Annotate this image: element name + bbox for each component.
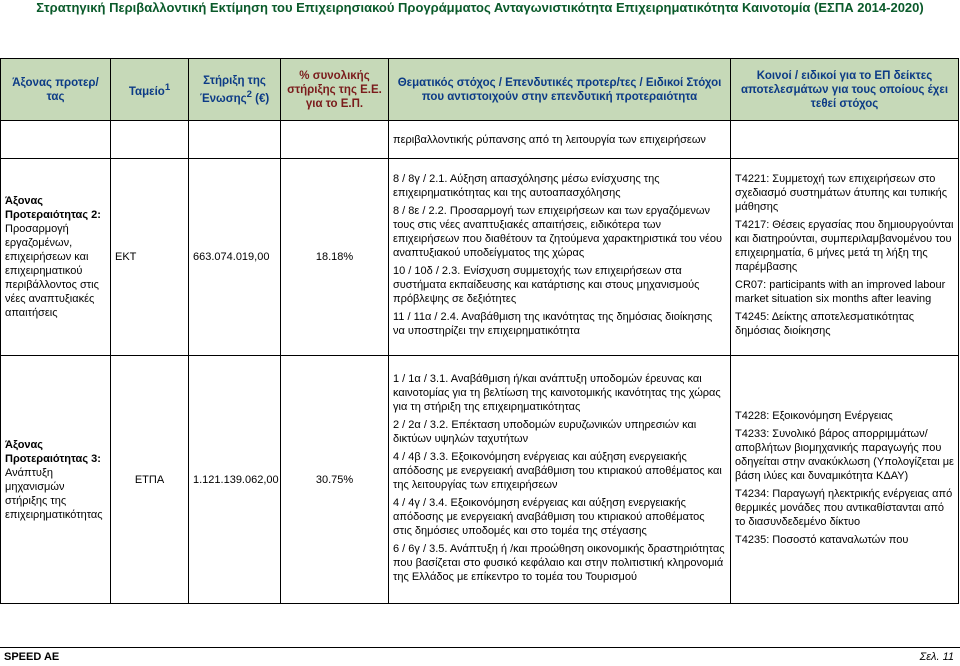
goal-item: 10 / 10δ / 2.3. Ενίσχυση συμμετοχής των επιχειρήσεων στα συστήματα εκπαίδευσης και κατάρτισης και στους μηχανισμούς πρόβλεψης σε δεξιότητες	[393, 265, 700, 305]
priority-axes-table	[0, 58, 959, 604]
axis-2-support: 663.074.019,00	[189, 159, 281, 356]
header-fund-sup: 1	[164, 81, 171, 93]
footer-rule	[0, 647, 960, 648]
header-axis: Άξονας προτερ/τας	[1, 59, 111, 121]
axis-3-support: 1.121.139.062,00	[189, 356, 281, 604]
cont-axis	[1, 121, 111, 159]
header-fund	[111, 59, 189, 121]
continuation-text: περιβαλλοντικής ρύπανσης από τη λειτουργία των επιχειρήσεων	[389, 121, 731, 159]
axis-2-desc: Προσαρμογή εργαζομένων, επιχειρήσεων και επιχειρηματικού περιβάλλοντος στις νέες αναπτυξιακές απαιτήσεις	[5, 223, 99, 319]
goal-item: 4 / 4γ / 3.4. Εξοικονόμηση ενέργειας και αύξηση ενεργειακής απόδοσης με ενεργειακή αναβάθμιση του κτιριακού αποθέματος στις δημόσιες υποδομές και στο τομέα της στέγασης	[393, 496, 705, 537]
axis-2-goals	[389, 159, 731, 356]
goal-item: 11 / 11α / 2.4. Αναβάθμιση της ικανότητας της δημόσιας διοίκησης να υποστηρίζει την επιχειρηματικότητα	[393, 311, 713, 337]
axis-2-pct: 18.18%	[281, 159, 389, 356]
axis-3-title: Άξονας Προτεραιότητας 3:	[5, 438, 101, 465]
indicator-item: Τ4233: Συνολικό βάρος απορριμμάτων/ αποβλήτων βιομηχανικής παραγωγής που οδηγείται στην ανακύκλωση (Υπολογίζεται με βάση ιλύες και δυναμικότητα ΚΔΑΥ)	[735, 427, 954, 482]
axis-3-desc: Ανάπτυξη μηχανισμών στήριξης της επιχειρηματικότητας	[5, 466, 103, 521]
axis-3-cell	[1, 356, 111, 604]
indicator-item: Τ4235: Ποσοστό καταναλωτών που	[735, 533, 909, 546]
goal-item: 8 / 8ε / 2.2. Προσαρμογή των επιχειρήσεων και των εργαζόμενων τους στις νέες αναπτυξιακές απαιτήσεις, ειδικότερα των επιχειρήσεων που διαθέτουν τα ζητούμενα χαρακτηριστικά του νέου αναπτυξιακού υποδείγματος της χώρας	[393, 205, 722, 259]
header-pct: % συνολικής στήριξης της Ε.Ε. για το Ε.Π.	[281, 59, 389, 121]
axis-2-cell	[1, 159, 111, 356]
indicator-item: Τ4245: Δείκτης αποτελεσματικότητας δημόσιας διοίκησης	[735, 311, 915, 337]
continuation-row	[1, 121, 959, 159]
cont-support	[189, 121, 281, 159]
axis-3-fund: ΕΤΠΑ	[111, 356, 189, 604]
axis-2-title: Άξονας Προτεραιότητας 2:	[5, 195, 101, 221]
footer-company: SPEED AE	[4, 651, 60, 663]
axis-row-3	[1, 356, 959, 604]
header-support-sup: 2	[246, 88, 252, 100]
header-support	[189, 59, 281, 121]
cont-indicators	[731, 121, 959, 159]
axis-3-goals	[389, 356, 731, 604]
indicator-item: Τ4221: Συμμετοχή των επιχειρήσεων στο σχεδιασμό συστημάτων άτυπης και τυπικής μάθησης	[735, 173, 948, 213]
goal-item: 6 / 6γ / 3.5. Ανάπτυξη ή /και προώθηση οικονομικής δραστηριότητας που βασίζεται στο φυσικό κεφάλαιο και στην πολιτιστική κληρονομιά της Ελλάδος με επίκεντρο το τομέα του Τουρισμού	[393, 542, 725, 583]
goal-item: 4 / 4β / 3.3. Εξοικονόμηση ενέργειας και αύξηση ενεργειακής απόδοσης με ενεργειακή αναβάθμιση του κτιριακού αποθέματος και της λειτουργίας των επιχειρήσεων	[393, 450, 722, 491]
goal-item: 8 / 8γ / 2.1. Αύξηση απασχόλησης μέσω ενίσχυσης της επιχειρηματικότητας και της αυτοαπασχόλησης	[393, 173, 660, 199]
axis-2-fund: ΕΚΤ	[111, 159, 189, 356]
goal-item: 1 / 1α / 3.1. Αναβάθμιση ή/και ανάπτυξη υποδομών έρευνας και καινοτομίας για τη βελτίωση της καινοτομικής ικανότητας της χώρας για τη στήριξη της επιχειρηματικότητας	[393, 372, 721, 413]
indicator-item: Τ4228: Εξοικονόμηση Ενέργειας	[735, 409, 893, 422]
header-fund-label: Ταμείο	[128, 85, 165, 98]
axis-2-indicators	[731, 159, 959, 356]
header-support-label: Στήριξη της Ένωσης	[199, 74, 266, 105]
indicator-item: CR07: participants with an improved labour market situation six months after leaving	[735, 279, 946, 305]
axis-3-indicators	[731, 356, 959, 604]
header-row	[1, 59, 959, 121]
axis-row-2	[1, 159, 959, 356]
header-goal: Θεματικός στόχος / Επενδυτικές προτερ/τες / Ειδικοί Στόχοι που αντιστοιχούν στην επενδυτική προτεραιότητα	[389, 59, 731, 121]
cont-fund	[111, 121, 189, 159]
indicator-item: Τ4234: Παραγωγή ηλεκτρικής ενέργειας από θερμικές μονάδες που αντικαθίστανται από το διασυνδεδεμένο δίκτυο	[735, 487, 953, 528]
indicator-item: Τ4217: Θέσεις εργασίας που δημιουργούνται και διατηρούνται, συμπεριλαμβανομένου του επιχειρηματία, 6 μήνες μετά τη λήξη της παρέμβασης	[735, 219, 954, 273]
header-indicators: Κοινοί / ειδικοί για το ΕΠ δείκτες αποτελεσμάτων για τους οποίους έχει τεθεί στόχος	[731, 59, 959, 121]
footer-page-number: Σελ. 11	[919, 651, 954, 663]
axis-3-pct: 30.75%	[281, 356, 389, 604]
cont-pct	[281, 121, 389, 159]
header-support-unit: (€)	[251, 92, 270, 105]
document-banner: Στρατηγική Περιβαλλοντική Εκτίμηση του Επιχειρησιακού Προγράμματος Ανταγωνιστικότητα Επιχειρηματικότητα Καινοτομία (ΕΣΠΑ 2014-2020)	[36, 0, 924, 15]
goal-item: 2 / 2α / 3.2. Επέκταση υποδομών ευρυζωνικών υπηρεσιών και δικτύων υψηλών ταχυτήτων	[393, 418, 697, 445]
